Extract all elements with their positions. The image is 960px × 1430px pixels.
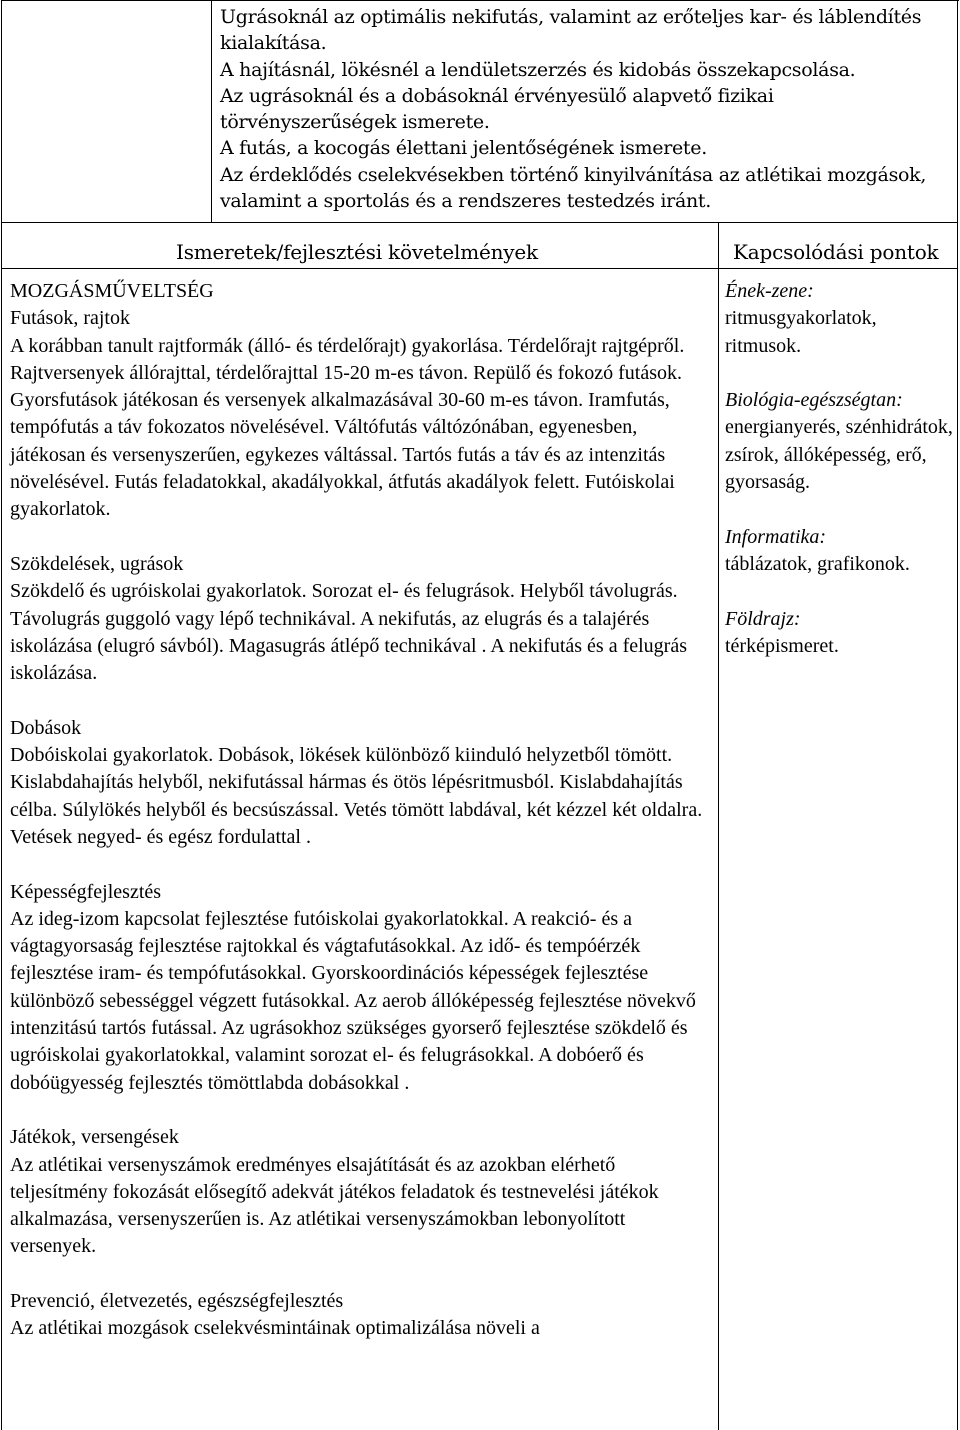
goal-line: A futás, a kocogás élettani jelentőségének ismerete.: [220, 137, 707, 160]
connection-text: ritmusgyakorlatok, ritmusok.: [725, 307, 877, 357]
section-text: A korábban tanult rajtformák (álló- és térdelőrajt) gyakorlása. Térdelőrajt rajtgépről. Rajtversenyek állórajttal, térdelőrajttal 15-20 m-es távon. Repülő és fokozó futások. Gyorsfutások játékosan és versenyek alkalmazásával 30-60 m-es távon. Iramfutás, tempófutás a táv fokozatos növelésével. Váltófutás váltózónában, egyenesben, játékosan és versenyszerűen, egykezes váltással. Tartós futás a táv és az intenzitás növelésével. Futás feladatokkal, akadályokkal, átfutás akadályok felett. Futóiskolai gyakorlatok.: [10, 334, 685, 521]
section-text: Szökdelő és ugróiskolai gyakorlatok. Sorozat el- és felugrások. Helyből távolugrás. Távolugrás guggoló vagy lépő technikával. A nekifutás, az elugrás és a talajérés iskolázása (elugró sávból). Magasugrás átlépő technikával . A nekifutás és a felugrás iskolázása.: [10, 580, 688, 685]
goal-line: Az érdeklődés cselekvésekben történő kinyilvánítása az atlétikai mozgások, valamint a sportolás és a rendszeres testedzés iránt.: [220, 163, 927, 213]
section-heading: Futások, rajtok: [10, 307, 130, 330]
goal-line: Ugrásoknál az optimális nekifutás, valamint az erőteljes kar- és láblendítés kialakítása.: [220, 6, 922, 55]
section-text: Az atlétikai versenyszámok eredményes elsajátítását és az azokban elérhető teljesítmény fokozását elősegítő adekvát játékos feladatok és testnevelési játékok alkalmazása, versenyszerűen is. Az atlétikai versenyszámokban lebonyolított versenyek.: [10, 1153, 659, 1258]
section-text: Dobóiskolai gyakorlatok. Dobások, lökések különböző kiinduló helyzetből tömött. Kislabdahajítás helyből, nekifutással hármas és ötös lépésritmusból. Kislabdahajítás célba. Súlylökés helyből és becsúszással. Vetés tömött labdával, két kézzel két oldalra. Vetések negyed- és egész fordulattal .: [10, 744, 703, 848]
section-text: Az atlétikai mozgások cselekvésmintáinak optimalizálása növeli a: [10, 1317, 540, 1340]
section-text: Az ideg-izom kapcsolat fejlesztése futóiskolai gyakorlatokkal. A reakció- és a vágtagyorsaság fejlesztése rajtokkal és vágtafutásokkal. Az idő- és tempóérzék fejlesztése iram- és tempófutásokkal. Gyorskoordinációs képességek fejlesztése különböző sebességgel végzett futásokkal. Az aerob állóképesség fejlesztése növekvő intenzitású tartós futással. Az ugrásokhoz szükséges gyorserő fejlesztése szökdelő és ugróiskolai gyakorlatokkal, valamint sorozat el- és felugrásokkal. A dobóerő és dobóügyesség fejlesztés tömöttlabda dobásokkal .: [10, 907, 696, 1094]
goals-bottom-rule: [1, 222, 958, 223]
connection-text: térképismeret.: [725, 634, 839, 657]
connection-subject: Ének-zene:: [725, 280, 814, 302]
header-connections: Kapcsolódási pontok: [733, 240, 939, 264]
goals-left-divider: [211, 0, 212, 223]
connection-subject: Informatika:: [725, 525, 827, 548]
section-heading: Szökdelések, ugrások: [10, 552, 184, 575]
goal-line: A hajításnál, lökésnél a lendületszerzés és kidobás összekapcsolása.: [220, 58, 856, 81]
connection-subject: Biológia-egészségtan:: [725, 389, 903, 412]
connection-text: táblázatok, grafikonok.: [725, 552, 910, 575]
header-bottom-rule: [1, 268, 958, 269]
connections-column: [725, 278, 957, 660]
requirements-column: [10, 278, 715, 1343]
connection-subject: Földrajz:: [725, 607, 801, 630]
header-requirements: Ismeretek/fejlesztési követelmények: [176, 240, 538, 264]
section-heading: Prevenció, életvezetés, egészségfejlesztés: [10, 1289, 344, 1312]
goal-line: Az ugrásoknál és a dobásoknál érvényesülő alapvető fizikai törvényszerűségek ismerete.: [220, 84, 774, 134]
section-heading: Játékok, versengések: [10, 1126, 179, 1149]
section-heading: Képességfejlesztés: [10, 880, 162, 903]
outer-border-left: [1, 0, 2, 1430]
outer-border-right: [957, 0, 958, 1430]
column-divider: [718, 222, 719, 1430]
section-heading: Dobások: [10, 716, 82, 739]
section-title: MOZGÁSMŰVELTSÉG: [10, 280, 214, 302]
development-goals: [220, 4, 955, 214]
connection-text: energianyerés, szénhidrátok, zsírok, állóképesség, erő, gyorsaság.: [725, 416, 953, 494]
outer-border-top: [1, 0, 959, 1]
